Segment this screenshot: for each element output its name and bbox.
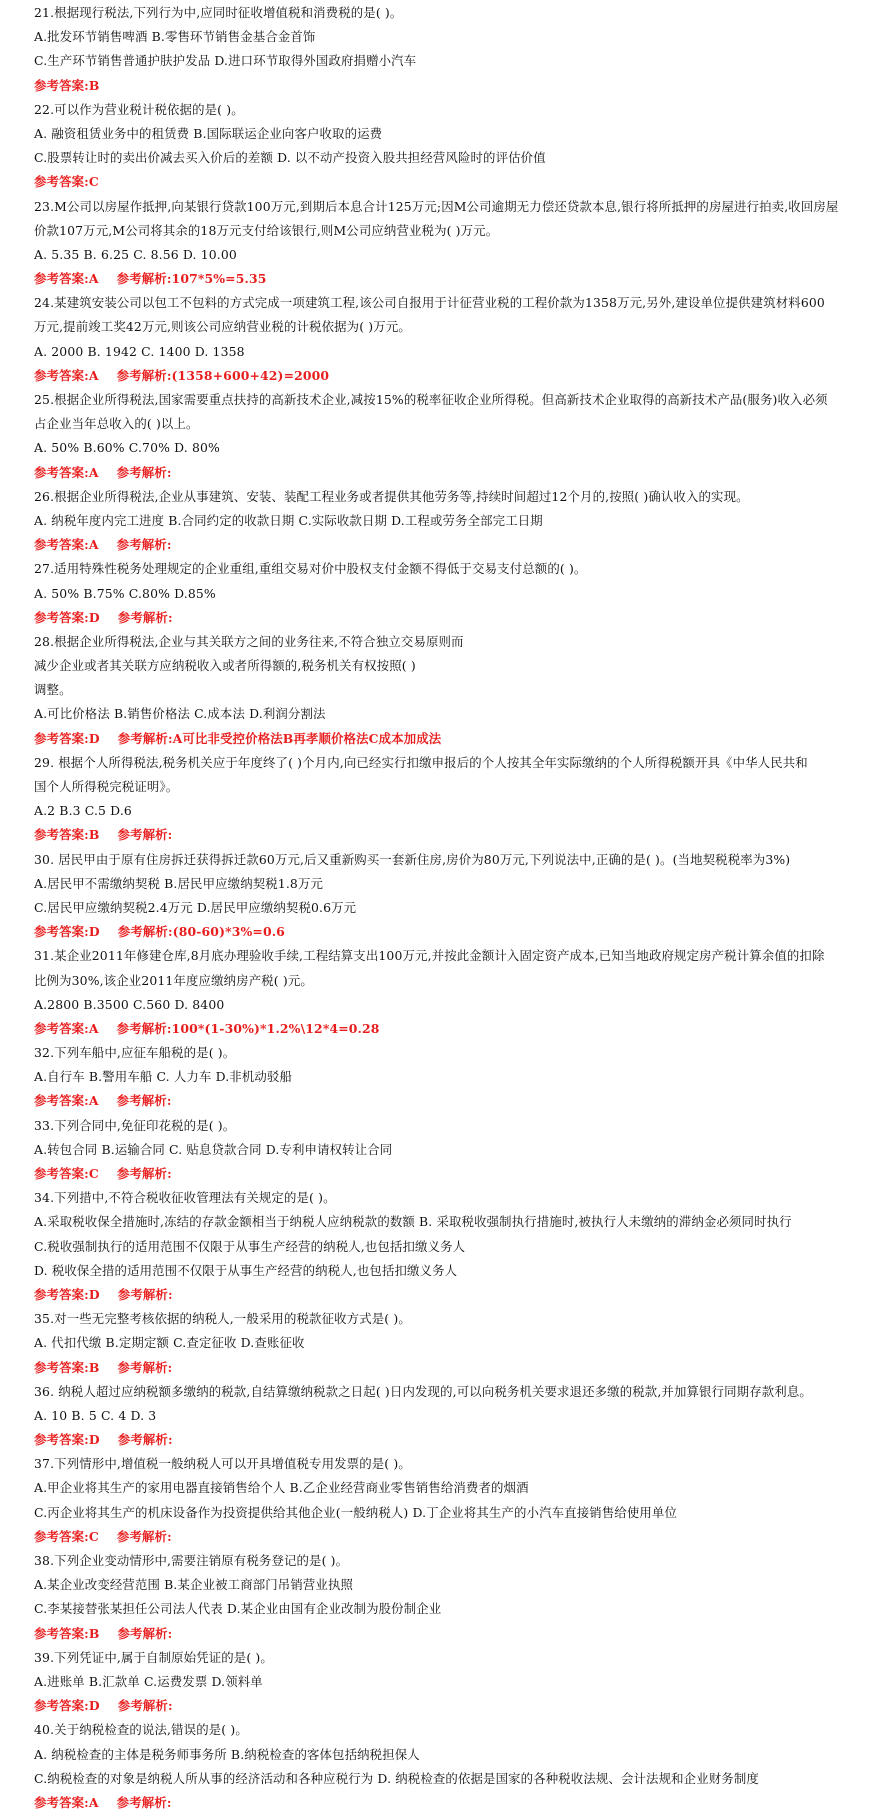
question-stem: 22.可以作为营业税计税依据的是( )。	[34, 101, 244, 117]
answer-key: 参考答案:A	[34, 1093, 99, 1109]
answer-key: 参考答案:D	[34, 730, 100, 746]
answer-key: 参考答案:C	[34, 1528, 99, 1544]
answer-analysis: 参考解析:	[117, 1625, 173, 1641]
answer-key: 参考答案:C	[34, 174, 99, 190]
answer-analysis: 参考解析:	[117, 1359, 173, 1375]
question-block	[34, 1646, 879, 1719]
question-block	[34, 195, 879, 292]
question-stem: 占企业当年总收入的( )以上。	[34, 416, 199, 432]
question-block	[34, 1307, 879, 1380]
reference-answer	[34, 1525, 879, 1549]
answer-key: 参考答案:B	[34, 1359, 100, 1375]
reference-answer	[34, 461, 879, 485]
reference-answer	[34, 364, 879, 388]
answer-key: 参考答案:B	[34, 77, 100, 93]
question-block	[34, 1186, 879, 1307]
answer-key: 参考答案:A	[34, 271, 99, 287]
question-stem: 39.下列凭证中,属于自制原始凭证的是( )。	[34, 1649, 273, 1665]
answer-analysis: 参考解析:	[116, 464, 172, 480]
answer-options: A. 2000 B. 1942 C. 1400 D. 1358	[34, 343, 245, 359]
question-block	[34, 1041, 879, 1114]
question-stem: 价款107万元,M公司将其余的18万元支付给该银行,则M公司应纳营业税为( )万元。	[34, 222, 499, 238]
question-block	[34, 485, 879, 558]
reference-answer	[34, 74, 879, 98]
question-stem: 36. 纳税人超过应纳税额多缴纳的税款,自结算缴纳税款之日起( )日内发现的,可以向税务机关要求退还多缴的税款,并加算银行同期存款利息。	[34, 1383, 812, 1399]
answer-options: A. 纳税检查的主体是税务师事务所 B.纳税检查的客体包括纳税担保人	[34, 1746, 420, 1762]
question-block	[34, 944, 879, 1041]
question-stem: 国个人所得税完税证明》。	[34, 779, 179, 794]
question-stem: 29. 根据个人所得税法,税务机关应于年度终了( )个月内,向已经实行扣缴申报后的个人按其全年实际缴纳的个人所得税额开具《中华人民共和	[34, 754, 808, 770]
answer-options: A.批发环节销售啤酒 B.零售环节销售金基合金首饰	[34, 29, 316, 45]
question-stem: 25.根据企业所得税法,国家需要重点扶持的高新技术企业,减按15%的税率征收企业所得税。但高新技术企业取得的高新技术产品(服务)收入必须	[34, 392, 828, 407]
question-stem: 调整。	[34, 682, 72, 698]
reference-answer	[34, 1089, 879, 1113]
answer-options: A.转包合同 B.运输合同 C. 贴息贷款合同 D.专利申请权转让合同	[34, 1141, 393, 1157]
answer-analysis: 参考解析:	[117, 609, 173, 625]
answer-analysis: 参考解析:	[116, 537, 172, 553]
question-stem: 万元,提前竣工奖42万元,则该公司应纳营业税的计税依据为( )万元。	[34, 319, 411, 335]
question-stem: 37.下列情形中,增值税一般纳税人可以开具增值税专用发票的是( )。	[34, 1456, 411, 1472]
question-stem: 30. 居民甲由于原有住房拆迁获得拆迁款60万元,后又重新购买一套新住房,房价为80万元,下列说法中,正确的是( )。(当地契税税率为3%)	[34, 851, 791, 867]
answer-options: C.生产环节销售普通护肤护发品 D.进口环节取得外国政府捐赠小汽车	[34, 53, 417, 69]
answer-key: 参考答案:A	[34, 537, 99, 553]
answer-options: A.自行车 B.警用车船 C. 人力车 D.非机动驳船	[34, 1069, 293, 1085]
answer-key: 参考答案:A	[34, 464, 99, 480]
question-block	[34, 1549, 879, 1646]
question-block	[34, 1718, 879, 1815]
answer-options: C.丙企业将其生产的机床设备作为投资提供给其他企业(一般纳税人) D.丁企业将其生产的小汽车直接销售给使用单位	[34, 1504, 678, 1520]
question-block	[34, 751, 879, 848]
answer-analysis: 参考解析:	[116, 1093, 172, 1109]
question-stem: 21.根据现行税法,下列行为中,应同时征收增值税和消费税的是( )。	[34, 5, 403, 20]
answer-key: 参考答案:D	[34, 609, 100, 625]
answer-analysis: 参考解析:	[117, 1432, 173, 1448]
answer-key: 参考答案:B	[34, 1625, 100, 1641]
answer-analysis: 参考解析:(80-60)*3%=0.6	[117, 924, 285, 940]
answer-options: A. 50% B.75% C.80% D.85%	[34, 585, 216, 601]
question-block	[34, 1114, 879, 1187]
reference-answer	[34, 1622, 879, 1646]
answer-options: A.采取税收保全措施时,冻结的存款金额相当于纳税人应纳税款的数额 B. 采取税收强制执行措施时,被执行人未缴纳的滞纳金必须同时执行	[34, 1214, 792, 1230]
answer-options: A. 5.35 B. 6.25 C. 8.56 D. 10.00	[34, 246, 237, 262]
answer-key: 参考答案:B	[34, 827, 100, 843]
reference-answer	[34, 606, 879, 630]
question-stem: 比例为30%,该企业2011年度应缴纳房产税( )元。	[34, 972, 313, 988]
answer-analysis: 参考解析:100*(1-30%)*1.2%\12*4=0.28	[116, 1020, 380, 1036]
question-stem: 40.关于纳税检查的说法,错误的是( )。	[34, 1722, 248, 1738]
reference-answer	[34, 1694, 879, 1718]
reference-answer	[34, 1791, 879, 1815]
answer-key: 参考答案:D	[34, 924, 100, 940]
answer-options: A.居民甲不需缴纳契税 B.居民甲应缴纳契税1.8万元	[34, 875, 324, 891]
answer-analysis: 参考解析:107*5%=5.35	[116, 271, 267, 287]
answer-options: A. 融资租赁业务中的租赁费 B.国际联运企业向客户收取的运费	[34, 125, 383, 141]
reference-answer	[34, 1356, 879, 1380]
answer-key: 参考答案:D	[34, 1698, 100, 1714]
question-stem: 27.适用特殊性税务处理规定的企业重组,重组交易对价中股权支付金额不得低于交易支付总额的( )。	[34, 561, 587, 577]
answer-options: C.股票转让时的卖出价减去买入价后的差额 D. 以不动产投资入股共担经营风险时的评估价值	[34, 150, 546, 166]
reference-answer	[34, 1162, 879, 1186]
question-stem: 34.下列措中,不符合税收征收管理法有关规定的是( )。	[34, 1190, 336, 1206]
question-stem: 32.下列车船中,应征车船税的是( )。	[34, 1045, 236, 1061]
reference-answer	[34, 1283, 879, 1307]
answer-analysis: 参考解析:	[117, 1286, 173, 1302]
answer-options: A.2 B.3 C.5 D.6	[34, 803, 132, 819]
answer-options: C.纳税检查的对象是纳税人所从事的经济活动和各种应税行为 D. 纳税检查的依据是国家的各种税收法规、会计法规和企业财务制度	[34, 1770, 759, 1786]
reference-answer	[34, 920, 879, 944]
answer-options: A. 10 B. 5 C. 4 D. 3	[34, 1407, 157, 1423]
reference-answer	[34, 170, 879, 194]
question-stem: 38.下列企业变动情形中,需要注销原有税务登记的是( )。	[34, 1553, 349, 1568]
question-stem: 26.根据企业所得税法,企业从事建筑、安装、装配工程业务或者提供其他劳务等,持续时间超过12个月的,按照( )确认收入的实现。	[34, 488, 749, 504]
reference-answer	[34, 1017, 879, 1041]
question-block	[34, 848, 879, 945]
question-block	[34, 1380, 879, 1453]
reference-answer	[34, 727, 879, 751]
question-block	[34, 1452, 879, 1549]
answer-options: A.进账单 B.汇款单 C.运费发票 D.领料单	[34, 1673, 263, 1689]
answer-analysis: 参考解析:	[116, 1528, 172, 1544]
answer-analysis: 参考解析:	[117, 827, 173, 843]
answer-analysis: 参考解析:A可比非受控价格法B再孝顺价格法C成本加成法	[117, 730, 442, 746]
question-block	[34, 98, 879, 195]
question-stem: 31.某企业2011年修建仓库,8月底办理验收手续,工程结算支出100万元,并按此金额计入固定资产成本,已知当地政府规定房产税计算余值的扣除	[34, 948, 825, 964]
answer-options: C.税收强制执行的适用范围不仅限于从事生产经营的纳税人,也包括扣缴义务人	[34, 1238, 466, 1254]
answer-options: A.可比价格法 B.销售价格法 C.成本法 D.利润分割法	[34, 706, 326, 722]
answer-options: A.2800 B.3500 C.560 D. 8400	[34, 996, 225, 1012]
question-stem: 33.下列合同中,免征印花税的是( )。	[34, 1117, 236, 1133]
question-stem: 24.某建筑安装公司以包工不包料的方式完成一项建筑工程,该公司自报用于计征营业税的工程价款为1358万元,另外,建设单位提供建筑材料600	[34, 295, 825, 311]
answer-options: A. 50% B.60% C.70% D. 80%	[34, 440, 220, 456]
answer-options: D. 税收保全措的适用范围不仅限于从事生产经营的纳税人,也包括扣缴义务人	[34, 1262, 458, 1278]
answer-options: A.甲企业将其生产的家用电器直接销售给个人 B.乙企业经营商业零售销售给消费者的烟酒	[34, 1480, 529, 1496]
answer-key: 参考答案:A	[34, 367, 99, 383]
answer-key: 参考答案:A	[34, 1020, 99, 1036]
answer-options: C.李某接替张某担任公司法人代表 D.某企业由国有企业改制为股份制企业	[34, 1601, 442, 1617]
reference-answer	[34, 267, 879, 291]
question-stem: 35.对一些无完整考核依据的纳税人,一般采用的税款征收方式是( )。	[34, 1311, 411, 1327]
answer-options: A. 代扣代缴 B.定期定额 C.查定征收 D.查账征收	[34, 1335, 305, 1351]
reference-answer	[34, 823, 879, 847]
answer-analysis: 参考解析:	[116, 1166, 172, 1181]
answer-analysis: 参考解析:(1358+600+42)=2000	[116, 367, 330, 383]
answer-options: A.某企业改变经营范围 B.某企业被工商部门吊销营业执照	[34, 1577, 354, 1593]
question-block	[34, 291, 879, 388]
question-stem: 28.根据企业所得税法,企业与其关联方之间的业务往来,不符合独立交易原则而	[34, 633, 464, 649]
answer-analysis: 参考解析:	[116, 1794, 172, 1810]
answer-key: 参考答案:D	[34, 1286, 100, 1302]
answer-key: 参考答案:C	[34, 1166, 99, 1181]
question-block	[34, 388, 879, 485]
question-block	[34, 630, 879, 751]
reference-answer	[34, 533, 879, 557]
question-block	[34, 1, 879, 98]
answer-options: C.居民甲应缴纳契税2.4万元 D.居民甲应缴纳契税0.6万元	[34, 899, 357, 915]
answer-key: 参考答案:D	[34, 1432, 100, 1448]
answer-options: A. 纳税年度内完工进度 B.合同约定的收款日期 C.实际收款日期 D.工程或劳务全部完工日期	[34, 512, 543, 528]
answer-analysis: 参考解析:	[117, 1698, 173, 1714]
question-stem: 减少企业或者其关联方应纳税收入或者所得额的,税务机关有权按照( )	[34, 658, 416, 674]
question-block	[34, 557, 879, 630]
answer-key: 参考答案:A	[34, 1794, 99, 1810]
question-stem: 23.M公司以房屋作抵押,向某银行贷款100万元,到期后本息合计125万元;因M公司逾期无力偿还贷款本息,银行将所抵押的房屋进行拍卖,收回房屋	[34, 198, 839, 214]
reference-answer	[34, 1428, 879, 1452]
